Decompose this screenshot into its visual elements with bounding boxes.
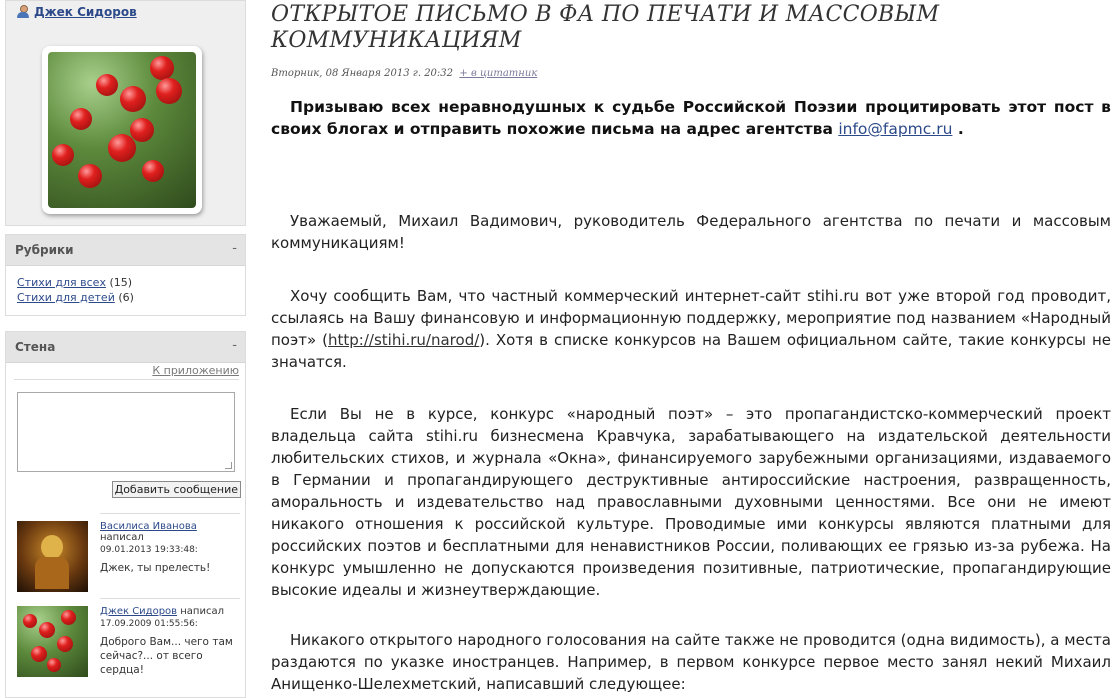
post-message: Джек, ты прелесть! [100,562,211,574]
paragraph: Никакого открытого народного голосования на сайте также не проводится (одна видимость), а места раздаются по указке иностранцев. Например, в первом конкурсе первое место занял некий Михаил Анищенко-Шелехметский, написавший следующее: [271,631,1111,693]
narod-link[interactable]: http://stihi.ru/narod/ [328,331,480,349]
post-date: 09.01.2013 19:33:48: [100,545,198,555]
avatar[interactable] [17,606,88,677]
divider [100,513,240,514]
article-date: Вторник, 08 Января 2013 г. 20:32 [271,68,454,79]
post-author-link[interactable]: Василиса Иванова [100,521,197,532]
profile-box [5,0,246,226]
rubrics-header[interactable] [6,235,245,266]
add-message-button[interactable]: Добавить сообщение [112,481,241,498]
lead-end: . [952,120,964,138]
post-date: 17.09.2009 01:55:56: [100,619,198,629]
post-action: написал [100,532,144,543]
paragraph: Если Вы не в курсе, конкурс «народный поэт» – это пропагандистско-коммерческий проект владельца сайта stihi.ru бизнесмена Кравчука, зарабатывающего на издательской деятельности любительских стихов, и журнала «Окна», финансируемого зарубежными организациями, издаваемого в Германии и пропагандирующего деструктивные антироссийские настроения, развращенность, аморальность и издевательство над православными духовными ценностями. Все они не имеют никакого отношения к российской культуре. Проводимые ими конкурсы являются платными для российских поэтов и бесплатными для ненавистников России, поливающих ее грязью из-за рубежа. На конкурс умышленно не допускаются произведения позитивные, патриотические, пропагандирующие высокие идеалы и жизнеутверждающие. [271,405,1111,599]
post-body [100,521,240,575]
post-message: Доброго Вам... чего там сейчас?... от всего сердца! [100,636,233,676]
rubric-link[interactable]: Стихи для всех [17,276,106,289]
rubric-list [6,266,245,305]
red-currant-image [48,52,196,208]
user-link[interactable] [16,5,137,19]
article-meta [271,68,537,79]
rubric-link[interactable]: Стихи для детей [17,291,115,304]
article-title: ОТКРЫТОЕ ПИСЬМО В ФА ПО ПЕЧАТИ И МАССОВЫМ КОММУНИКАЦИЯМ [271,2,940,53]
rubric-item [17,290,245,305]
rubric-item [17,275,245,290]
post-action: написал [180,606,224,617]
user-icon [16,5,30,19]
avatar[interactable] [17,521,88,592]
post-author-link[interactable]: Джек Сидоров [100,606,178,617]
paragraph: Уважаемый, Михаил Вадимович, руководитель Федерального агентства по печати и массовым коммуникациям! [271,212,1111,252]
paragraph-text: Хочу сообщить Вам, что частный коммерческий интернет-сайт stihi.ru вот уже второй год проводит, ссылаясь на Вашу финансовую и информационную поддержку, мероприятие под названием «Народный поэт» ( [271,287,1111,349]
email-link[interactable]: info@fapmc.ru [838,120,953,138]
wall-widget [5,331,246,698]
rubrics-widget [5,234,246,316]
rubric-count: (15) [109,276,133,289]
collapse-icon[interactable]: - [232,241,237,256]
divider [14,379,239,380]
wall-header[interactable] [6,332,245,363]
paragraph [271,285,1111,373]
wall-message-input[interactable] [17,392,235,472]
profile-avatar[interactable] [42,46,202,214]
rubric-count: (6) [118,291,134,304]
rubrics-title: Рубрики [15,243,74,257]
resize-grip-icon[interactable] [225,462,232,469]
wall-title: Стена [15,340,56,354]
divider [100,598,240,599]
post-body [100,606,240,677]
collapse-icon[interactable]: - [232,338,237,353]
article-lead [271,96,1111,140]
add-to-quotes-link[interactable]: + в цитатник [459,68,538,79]
user-name-link[interactable]: Джек Сидоров [34,5,137,19]
lead-text: Призываю всех неравнодушных к судьбе Российской Поэзии процитировать этот пост в своих блогах и отправить похожие письма на адрес агентства [271,98,1111,138]
to-app-link[interactable]: К приложению [152,364,239,377]
paragraph-text: ). Хотя в списке конкурсов на Вашем официальном сайте, такие конкурсы не значатся. [271,331,1111,371]
